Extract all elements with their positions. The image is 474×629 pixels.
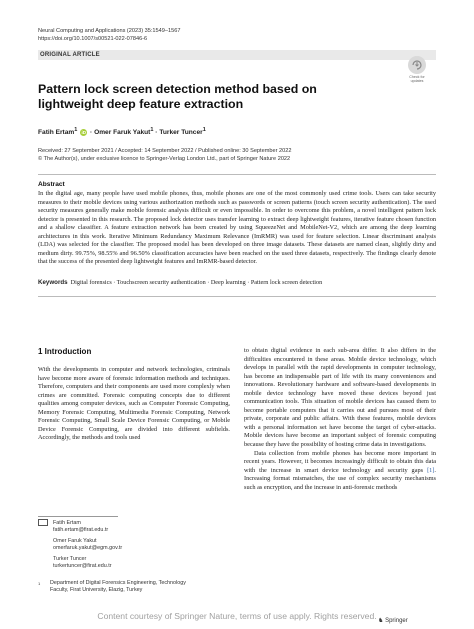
affiliation-line-2: Faculty, Firat University, Elazig, Turkey [50,587,143,594]
article-type: ORIGINAL ARTICLE [40,52,100,58]
citation-link[interactable]: [1] [427,466,435,474]
keywords-label: Keywords [38,279,68,286]
check-for-updates-badge[interactable] [402,56,432,86]
journal-citation: Neural Computing and Applications (2023) 35:1549–1567 [38,28,181,34]
affiliation [38,580,230,595]
keywords [38,279,436,286]
publisher-name: Springer [385,618,408,624]
affiliation-number: 1 [38,581,41,586]
contact-name: Turker Tuncer [53,555,87,562]
contact-email[interactable]: fatih.ertam@firat.edu.tr [53,527,109,534]
abstract-text: In the digital age, many people have used mobile phones, thus, mobile phones are one of the most commonly used crime tools. Users can take security measures to their mobile devices using various authorization methods such as passwords or screen patterns (touch screen security authentication). The used security measures generally make mobile forensic analysis difficult or even impossible. In order to overcome this problem, a novel intelligent pattern lock detector is presented in this research. The proposed lock detector uses transfer learning to extract deep lightweight features, iterative feature chosen function and a shallow classifier. A feature extraction network has been created by using SqueezeNet and MobileNet-V2, which are among the deep learning architectures in this work. Iterative Minimum Redundancy Maximum Relevance (ImRMR) was used for feature selection. Linear discriminant analysis (LDA) was selected for the classifier. The proposed model has been developed on three image datasets. These datasets are named clean, slightly dirty and medium dirty. 99.75%, 98.55% and 96.50% classification accuracies have been reached on the used three datasets, respectively. The findings clearly denote that the success of the presented deep lightweight features and ImRMR-based detector. [38,190,436,266]
author-separator: · [153,129,160,137]
author-separator: · [88,129,95,137]
divider [38,296,436,297]
springer-horse-icon: ♞ [378,618,384,624]
section-title: 1 Introduction [38,347,92,356]
contact-entry [38,519,230,527]
affiliation-line-1: Department of Digital Forensics Engineering, Technology [50,580,186,586]
abstract-heading: Abstract [38,181,65,188]
badge-line-1: Check for [409,75,425,79]
orcid-icon[interactable]: iD [81,129,86,135]
contact-name: Omer Faruk Yakut [53,537,97,544]
check-updates-icon [408,56,426,74]
paragraph: Data collection from mobile phones has become more important in recent years. However, it becomes increasingly difficult to obtain this data with the increase in smart device technology and security gaps [1]. Increasing format mismatches, the use of complex security mechanisms such as encryption, and the increase in anti-forensic methods [244,449,436,491]
journal-header [38,27,180,43]
author-list [38,127,206,136]
paragraph: to obtain digital evidence in each sub-area differ. It also differs in the difficulties encountered in these areas. Mobile device technology, which develops in parallel with the rapid developments in computer technology, has become an indispensable part of life with its many conveniences and innovations. Revolutionary hardware and software-based developments in mobile device technology have moved these devices beyond just communication tools. This situation of mobile devices has caused them to become portable computers that it carries out and pursues most of their private, corporate and public affairs. With these features, mobile devices with a personal information set have become the target of cyber-attacks. Mobile devices have become an important subject of forensic computing because they have the possibility of hosting crime data in investigations. [244,347,436,449]
dates-line: Received: 27 September 2021 / Accepted: 14 September 2022 / Published online: 30 September 2022 [38,148,292,154]
keywords-text: Digital forensics · Touchscreen security authentication · Deep learning · Pattern lock screen detection [70,279,323,286]
author-2-affil: 1 [150,127,154,133]
author-3-affil: 1 [202,127,206,133]
copyright-line: © The Author(s), under exclusive licence to Springer-Verlag London Ltd., part of Springer Nature 2022 [38,155,291,162]
contact-email[interactable]: omerfaruk.yakut@egm.gov.tr [53,545,123,552]
divider [38,174,436,175]
publication-dates [38,148,291,163]
contact-block [38,519,230,570]
badge-line-2: updates [410,79,424,84]
author-2[interactable]: Omer Faruk Yakut [94,129,151,137]
courtesy-watermark: Content courtesy of Springer Nature, terms of use apply. Rights reserved. [97,611,377,621]
paper-title: Pattern lock screen detection method based on lightweight deep feature extraction [38,82,317,111]
author-3[interactable]: Turker Tuncer [159,129,203,137]
footnote-divider [38,516,118,517]
author-1-affil: 1 [74,127,78,133]
envelope-icon [38,519,48,526]
right-column [244,347,436,492]
doi-link[interactable]: https://doi.org/10.1007/s00521-022-07846-6 [38,36,148,42]
author-1[interactable]: Fatih Ertam [38,129,75,137]
contact-email[interactable]: turkertuncer@firat.edu.tr [53,562,112,569]
left-column-text: With the developments in computer and network technologies, criminals have become more aware of forensic information methods and techniques. Therefore, computers and their components are used more complexly when crimes are committed. Forensic computing concepts due to different qualities among computer devices, such as Computer Forensic Computing, Memory Forensic Computing, Multimedia Forensic Computing, Network Forensic Computing, Small Scale Device Forensic Computing, or Mobile Device Forensic Computing, are divided into different subfields. Accordingly, the methods and tools used [38,366,230,442]
contact-name: Fatih Ertam [53,519,81,526]
